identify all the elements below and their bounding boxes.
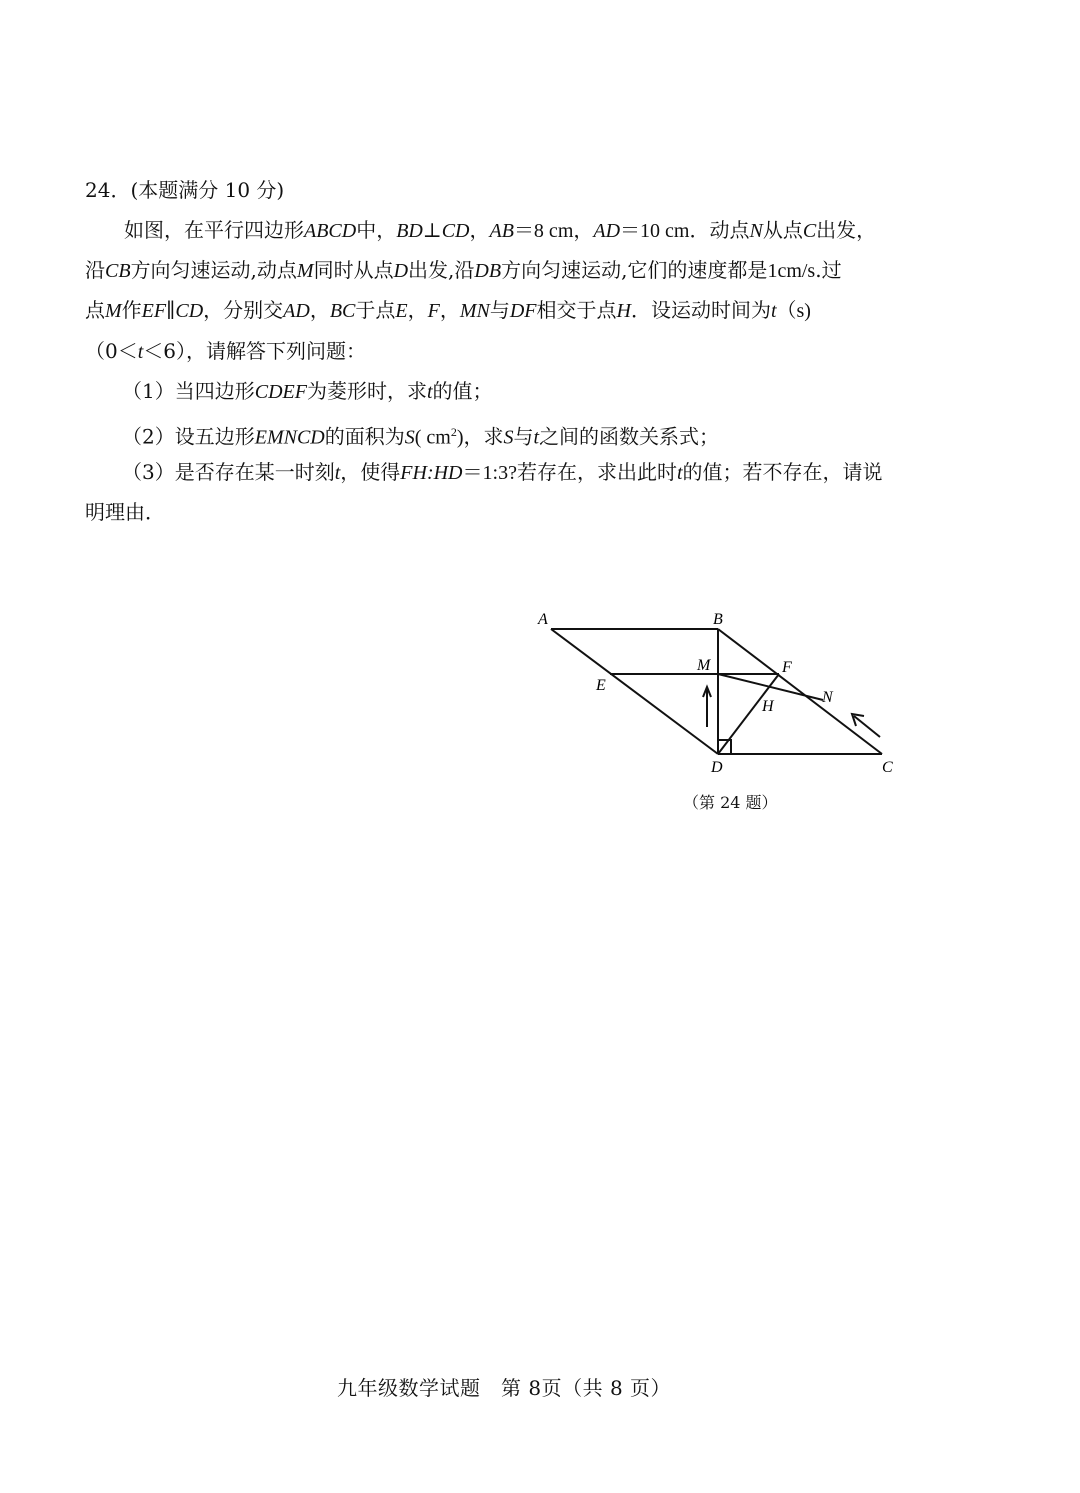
problem-intro-line3: 点M作EF∥CD，分别交AD，BC于点E，F，MN与DF相交于点H．设运动时间为t（s) xyxy=(85,298,811,322)
question-2: （2）设五边形EMNCD的面积为S( $cm^2$)，求S与t之间的函数关系式； xyxy=(122,424,720,449)
label-E: E xyxy=(596,677,606,694)
problem-header: 24．(本题满分 10 分) xyxy=(85,178,285,202)
label-B: B xyxy=(713,611,723,628)
label-D: D xyxy=(711,759,723,776)
problem-intro-line1: 如图，在平行四边形ABCD中，BD⊥CD，AB＝8 cm，AD＝10 cm．动点N从点C出发， xyxy=(124,218,877,242)
label-M: M xyxy=(697,657,711,674)
label-H: H xyxy=(762,698,774,715)
segment-BC xyxy=(718,629,882,754)
problem-intro-line4: （0＜t＜6），请解答下列问题： xyxy=(85,339,367,363)
problem-intro-line2: 沿CB方向匀速运动,动点M同时从点D出发,沿DB方向匀速运动,它们的速度都是1cm/s.过 xyxy=(85,258,842,282)
label-A: A xyxy=(538,611,548,628)
question-1: （1）当四边形CDEF为菱形时，求t的值； xyxy=(122,379,493,403)
geometry-figure xyxy=(520,600,920,800)
segment-DA xyxy=(551,629,718,754)
question-3: （3）是否存在某一时刻t，使得FH:HD＝1:3?若存在，求出此时t的值；若不存在，请说 xyxy=(122,460,883,484)
label-F: F xyxy=(782,659,792,676)
question-3-continuation: 明理由． xyxy=(85,500,165,524)
segment-MN xyxy=(718,674,823,700)
arrow-left-up-shaft xyxy=(854,716,880,737)
figure-caption: （第 24 题） xyxy=(683,793,778,812)
page-footer: 九年级数学试题 第 8页（共 8 页） xyxy=(337,1376,672,1400)
label-N: N xyxy=(822,689,833,706)
label-C: C xyxy=(882,759,893,776)
